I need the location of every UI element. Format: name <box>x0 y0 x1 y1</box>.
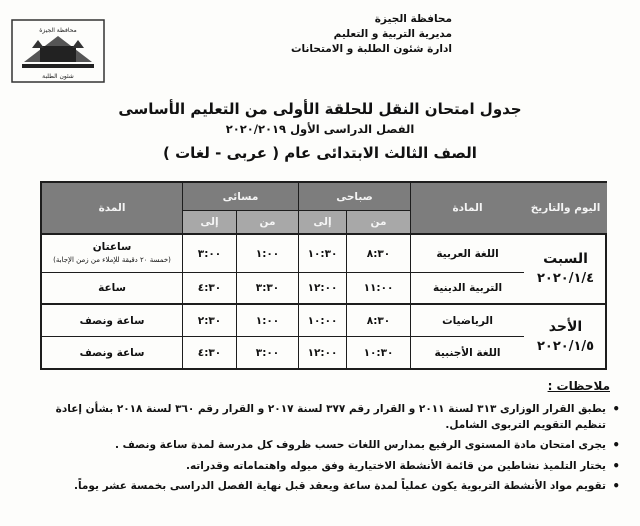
header-morning-from: من <box>346 211 410 235</box>
subject-cell: التربية الدينية <box>410 273 524 305</box>
duration-note: (خمسة ٢٠ دقيقة للإملاء من زمن الإجابة) <box>53 255 171 264</box>
note-item <box>55 459 620 475</box>
morning-to-cell: ١٢:٠٠ <box>298 337 346 368</box>
notes-list <box>55 402 620 500</box>
notes-title: ملاحظات : <box>547 379 610 393</box>
header-subject: المادة <box>410 183 524 235</box>
day-date: ٢٠٢٠/١/٥ <box>536 338 595 354</box>
subject-cell: اللغة العربية <box>410 235 524 273</box>
header-morning-to: إلى <box>298 211 346 235</box>
morning-from-cell: ١٠:٣٠ <box>346 337 410 368</box>
day-date: ٢٠٢٠/١/٤ <box>536 271 595 286</box>
directorate-header <box>291 12 452 57</box>
bullet-icon: • <box>612 438 620 452</box>
note-item <box>55 438 620 454</box>
day-name: الأحد <box>548 318 583 335</box>
day-cell-sunday <box>524 305 607 368</box>
day-cell-saturday <box>524 235 607 305</box>
evening-to-cell: ٢:٣٠ <box>182 305 236 337</box>
note-text: تقويم مواد الأنشطة التربوية يكون عملياً لمدة ساعة ويعقد قبل نهاية الفصل الدراسى بخمسة عشر يوماً. <box>73 480 606 492</box>
evening-from-cell: ٣:٣٠ <box>236 273 298 305</box>
morning-from-cell: ١١:٠٠ <box>346 273 410 305</box>
exam-table <box>40 181 607 370</box>
schedule-title: جدول امتحان النقل للحلقة الأولى من التعليم الأساسى <box>118 100 522 118</box>
note-text: يطبق القرار الوزارى ٣١٣ لسنة ٢٠١١ و القرار رقم ٣٧٧ لسنة ٢٠١٧ و القرار رقم ٣٦٠ لسنة ٢٠١٨ بشأن إعادة تنظيم التقويم التربوى الشامل. <box>55 403 606 431</box>
header-day-date: اليوم والتاريخ <box>524 183 607 235</box>
header-morning: صباحى <box>298 183 410 211</box>
logo-footer-text: شئون الطلبة <box>42 73 74 80</box>
note-text: يجرى امتحان مادة المستوى الرفيع بمدارس اللغات حسب ظروف كل مدرسة لمدة ساعة ونصف . <box>115 439 606 451</box>
subject-cell: الرياضيات <box>410 305 524 337</box>
note-item <box>55 479 620 495</box>
semester-title: الفصل الدراسى الأول ٢٠٢٠/٢٠١٩ <box>225 122 415 136</box>
morning-from-cell: ٨:٣٠ <box>346 235 410 273</box>
note-text: يختار التلميذ نشاطين من قائمة الأنشطة الاختيارية وفق ميوله واهتماماته وقدراته. <box>185 459 606 472</box>
header-evening-from: من <box>236 211 298 235</box>
header-evening: مسائى <box>182 183 298 211</box>
morning-to-cell: ١٠:٣٠ <box>298 235 346 273</box>
bullet-icon: • <box>612 458 620 473</box>
evening-from-cell: ٣:٠٠ <box>236 337 298 368</box>
evening-from-cell: ١:٠٠ <box>236 235 298 273</box>
governorate-line: محافظة الجيزة <box>374 13 452 25</box>
morning-to-cell: ١٠:٠٠ <box>298 305 346 337</box>
subject-cell: اللغة الأجنبية <box>410 337 524 368</box>
bullet-icon: • <box>612 479 620 493</box>
directorate-line: مديرية التربية و التعليم <box>333 28 452 40</box>
duration-cell: ساعة ونصف <box>42 305 182 337</box>
day-name: السبت <box>543 251 588 267</box>
morning-from-cell: ٨:٣٠ <box>346 305 410 337</box>
morning-to-cell: ١٢:٠٠ <box>298 273 346 305</box>
duration-cell <box>42 235 182 273</box>
bullet-icon: • <box>612 402 620 416</box>
duration-cell: ساعة <box>42 273 182 305</box>
evening-to-cell: ٤:٣٠ <box>182 337 236 368</box>
duration-value: ساعتان <box>92 240 132 253</box>
evening-to-cell: ٣:٠٠ <box>182 235 236 273</box>
grade-title: الصف الثالث الابتدائى عام ( عربى - لغات ) <box>163 144 477 162</box>
header-duration: المدة <box>42 183 182 235</box>
duration-cell: ساعة ونصف <box>79 346 145 359</box>
evening-to-cell: ٤:٣٠ <box>182 273 236 305</box>
logo-caption: محافظة الجيزة <box>39 27 77 34</box>
evening-from-cell: ١:٠٠ <box>236 305 298 337</box>
department-line: ادارة شئون الطلبة و الامتحانات <box>291 43 452 55</box>
note-item <box>55 402 620 433</box>
governorate-logo <box>10 18 106 84</box>
header-evening-to: إلى <box>182 211 236 235</box>
